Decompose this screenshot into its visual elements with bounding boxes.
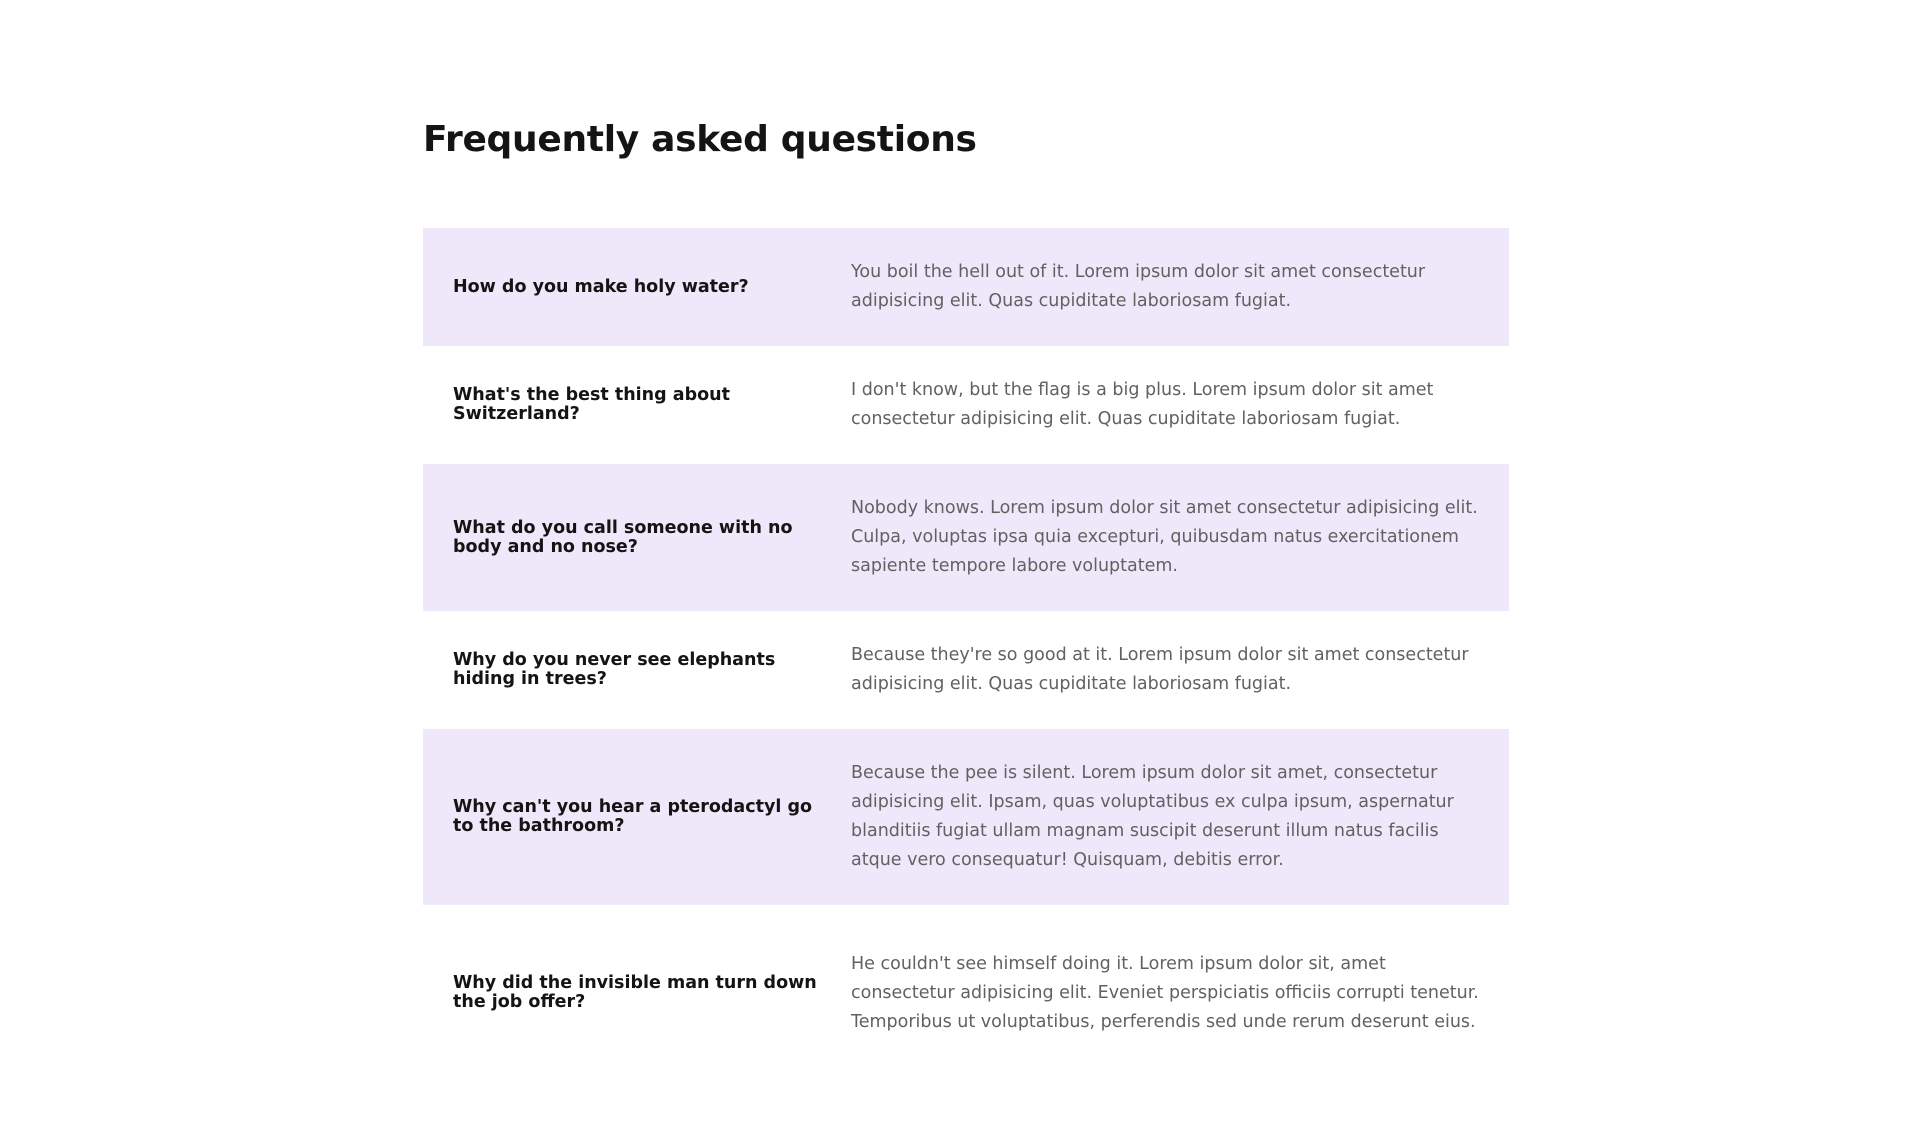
faq-question: Why do you never see elephants hiding in trees?: [453, 650, 776, 689]
faq-answer: Nobody knows. Lorem ipsum dolor sit amet consectetur adipisicing elit. Culpa, voluptas ipsa quia excepturi, quibusdam natus exercitationem sapiente tempore labore voluptatem.: [851, 498, 1478, 576]
faq-question: How do you make holy water?: [453, 276, 749, 297]
faq-answer: I don't know, but the flag is a big plus. Lorem ipsum dolor sit amet consectetur adipisicing elit. Quas cupiditate laboriosam fugiat.: [851, 380, 1434, 429]
faq-item-invisible-man: [423, 905, 1509, 1081]
faq-item-pterodactyl: [423, 729, 1509, 905]
faq-answer: He couldn't see himself doing it. Lorem ipsum dolor sit, amet consectetur adipisicing elit. Eveniet perspiciatis officiis corrupti tenetur. Temporibus ut voluptatibus, perferendis sed unde rerum deserunt eius.: [851, 953, 1479, 1032]
faq-question: Why did the invisible man turn down the job offer?: [453, 973, 817, 1012]
faq-question: What's the best thing about Switzerland?: [453, 385, 730, 424]
faq-answer: Because the pee is silent. Lorem ipsum dolor sit amet, consectetur adipisicing elit. Ipsam, quas voluptatibus ex culpa ipsum, aspernatur blanditiis fugiat ullam magnam suscipit deserunt illum natus facilis atque vero consequatur! Quisquam, debitis error.: [851, 763, 1454, 870]
faq-question: What do you call someone with no body and no nose?: [453, 517, 793, 557]
faq-item-elephants: [423, 611, 1509, 729]
faq-answer: Because they're so good at it. Lorem ipsum dolor sit amet consectetur adipisicing elit. Quas cupiditate laboriosam fugiat.: [851, 645, 1469, 694]
faq-question: Why can't you hear a pterodactyl go to the bathroom?: [453, 797, 812, 836]
faq-title: Frequently asked questions: [423, 119, 977, 160]
faq-item-holy-water: [423, 228, 1509, 346]
faq-item-no-body-no-nose: [423, 464, 1509, 611]
faq-list: [423, 228, 1509, 1081]
faq-item-switzerland: [423, 346, 1509, 464]
faq-answer: You boil the hell out of it. Lorem ipsum dolor sit amet consectetur adipisicing elit. Quas cupiditate laboriosam fugiat.: [851, 262, 1426, 311]
